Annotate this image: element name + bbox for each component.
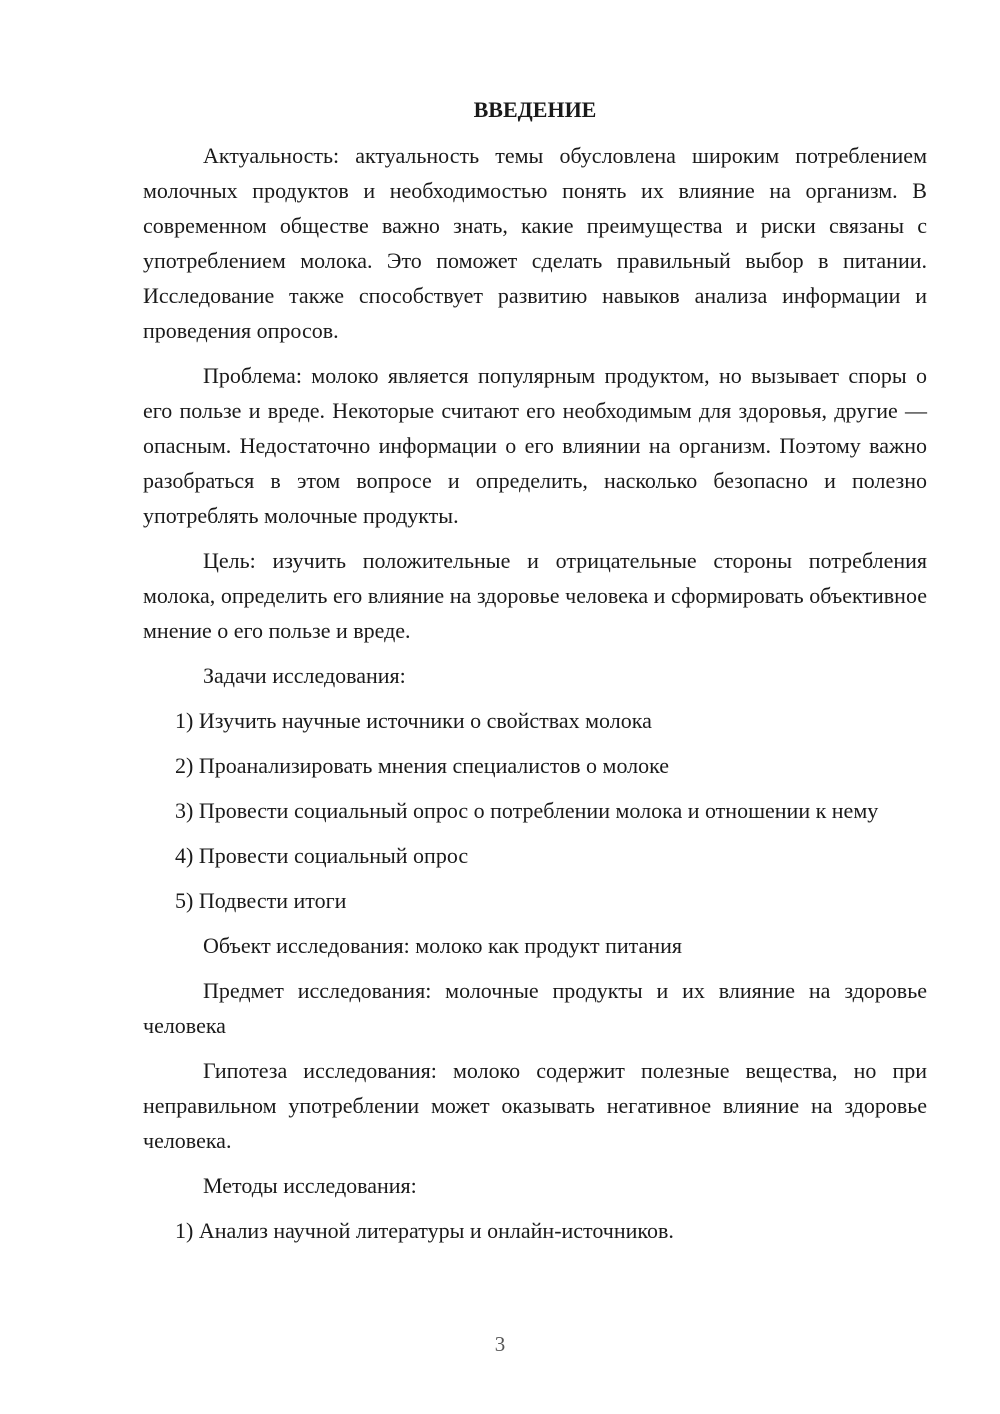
tasks-heading: Задачи исследования: xyxy=(203,663,406,688)
page-number: 3 xyxy=(494,1332,506,1356)
task-item: 5) Подвести итоги xyxy=(175,888,347,913)
subject-paragraph: Предмет исследования: молочные продукты и их влияние на здоровье человека xyxy=(143,978,927,1038)
method-item: 1) Анализ научной литературы и онлайн-источников. xyxy=(175,1218,674,1243)
task-item: 1) Изучить научные источники о свойствах молока xyxy=(175,708,652,733)
object-paragraph: Объект исследования: молоко как продукт питания xyxy=(203,933,682,958)
goal-paragraph: Цель: изучить положительные и отрицательные стороны потребления молока, определить его влияние на здоровье человека и сформировать объективное мнение о его пользе и вреде. xyxy=(143,548,927,643)
task-item: 4) Провести социальный опрос xyxy=(175,843,469,868)
task-item: 3) Провести социальный опрос о потреблении молока и отношении к нему xyxy=(175,798,879,823)
problem-paragraph: Проблема: молоко является популярным продуктом, но вызывает споры о его пользе и вреде. Некоторые считают его необходимым для здоровья, другие — опасным. Недостаточно информации о его влиянии на организм. Поэтому важно разобраться в этом вопросе и определить, насколько безопасно и полезно употреблять молочные продукты. xyxy=(143,363,927,528)
task-item: 2) Проанализировать мнения специалистов о молоке xyxy=(175,753,670,778)
hypothesis-paragraph: Гипотеза исследования: молоко содержит полезные вещества, но при неправильном употреблении может оказывать негативное влияние на здоровье человека. xyxy=(143,1058,927,1153)
methods-heading: Методы исследования: xyxy=(203,1173,417,1198)
section-title: ВВЕДЕНИЕ xyxy=(473,97,597,122)
relevance-paragraph: Актуальность: актуальность темы обусловлена широким потреблением молочных продуктов и необходимостью понять их влияние на организм. В современном обществе важно знать, какие преимущества и риски связаны с употреблением молока. Это поможет сделать правильный выбор в питании. Исследование также способствует развитию навыков анализа информации и проведения опросов. xyxy=(143,143,927,343)
document-page xyxy=(143,95,927,1258)
